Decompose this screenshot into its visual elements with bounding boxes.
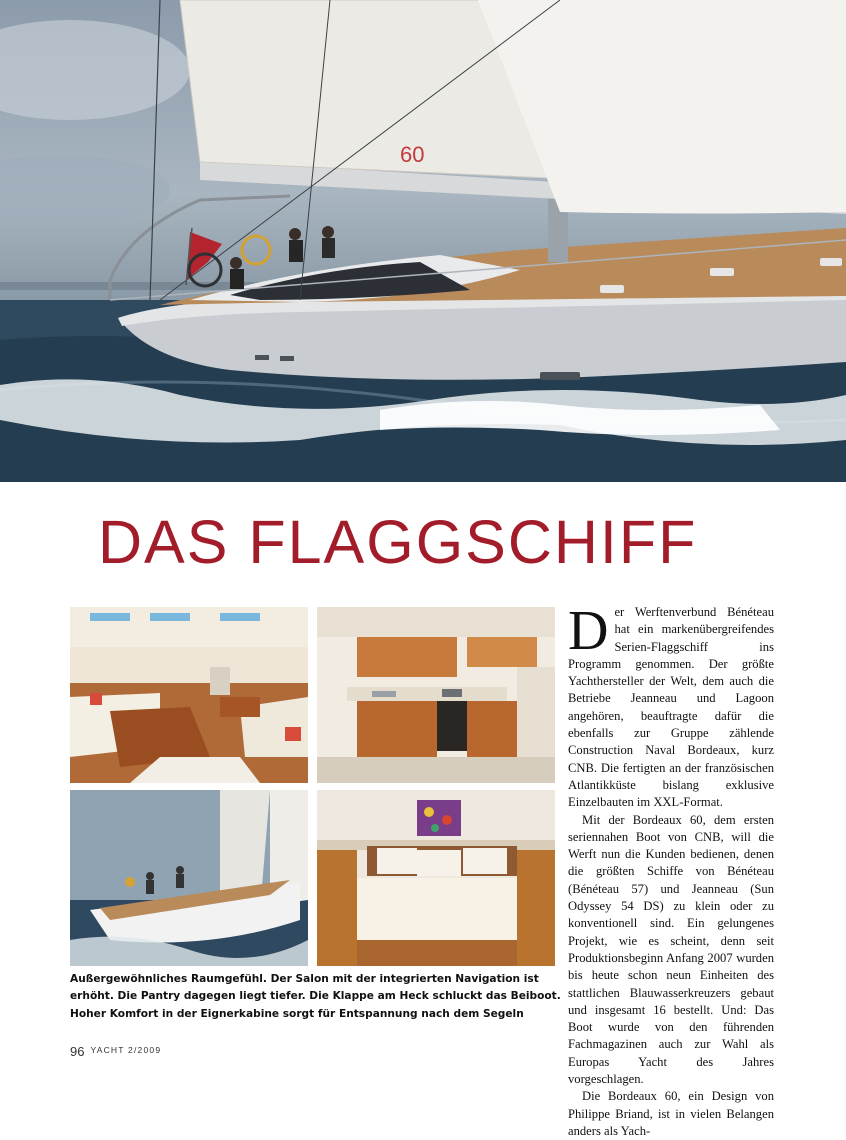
page-footer — [70, 1043, 161, 1061]
body-paragraph: Mit der Bordeaux 60, dem ersten seriennahen Boot von CNB, will die Werft nun die Kunden bedienen, denen die größten Schiffe von Bénéteau (Bénéteau 57) und Jeanneau (Sun Odyssey 54 DS) zu klein oder zu konventionell sind. Ein gelungenes Projekt, wie es scheint, denn seit Produktionsbeginn Anfang 2007 wurden bis heute schon neun Einheiten des stattlichen Blauwasserkreuzers gebaut und insgesamt 16 bestellt. Und: Das Boot wurde von den führenden Fachmagazinen auch zur Wahl als Europas Yacht des Jahres vorgeschlagen. — [568, 812, 774, 1087]
article-headline: DAS FLAGGSCHIFF — [98, 508, 698, 576]
page-number: 96 — [70, 1044, 85, 1059]
photo-pantry — [317, 607, 555, 783]
caption-line: Hoher Komfort in der Eignerkabine sorgt für Entspannung nach dem Segeln — [70, 1007, 524, 1020]
hero-illustration — [0, 0, 846, 482]
body-paragraph — [568, 600, 774, 812]
stern-illustration — [70, 790, 308, 966]
body-paragraph: Die Bordeaux 60, ein Design von Philippe Briand, ist in vielen Belangen anders als Yach- — [568, 1089, 774, 1138]
photo-caption — [70, 971, 560, 1023]
caption-line: erhöht. Die Pantry dagegen liegt tiefer. Die Klappe am Heck schluckt das Beiboot. — [70, 990, 561, 1003]
paragraph-text: er Werftenverbund Bénéteau hat ein markenübergreifendes Serien-Flaggschiff ins Programm genommen. Der größte Yachthersteller der Welt, dem auch die Betriebe Jeanneau und Lagoon angehören, beauftragte dafür die ebenfalls zur Gruppe zählende Construction Naval Bordeaux, kurz CNB. Die fertigten an der französischen Atlantikküste bislang exklusive Einzelbauten im XXL-Format. — [568, 605, 774, 810]
cabin-illustration — [317, 790, 555, 966]
photo-owner-cabin — [317, 790, 555, 966]
photo-stern-sailing — [70, 790, 308, 966]
drop-cap: D — [568, 600, 609, 662]
article-body — [568, 600, 774, 1140]
hero-photo-yacht — [0, 0, 846, 482]
salon-illustration — [70, 607, 308, 783]
pantry-illustration — [317, 607, 555, 783]
caption-line: Außergewöhnliches Raumgefühl. Der Salon mit der integrierten Navigation ist — [70, 973, 539, 985]
photo-salon — [70, 607, 308, 783]
sail-number: 60 — [400, 142, 425, 167]
magazine-issue: YACHT 2/2009 — [90, 1045, 162, 1055]
